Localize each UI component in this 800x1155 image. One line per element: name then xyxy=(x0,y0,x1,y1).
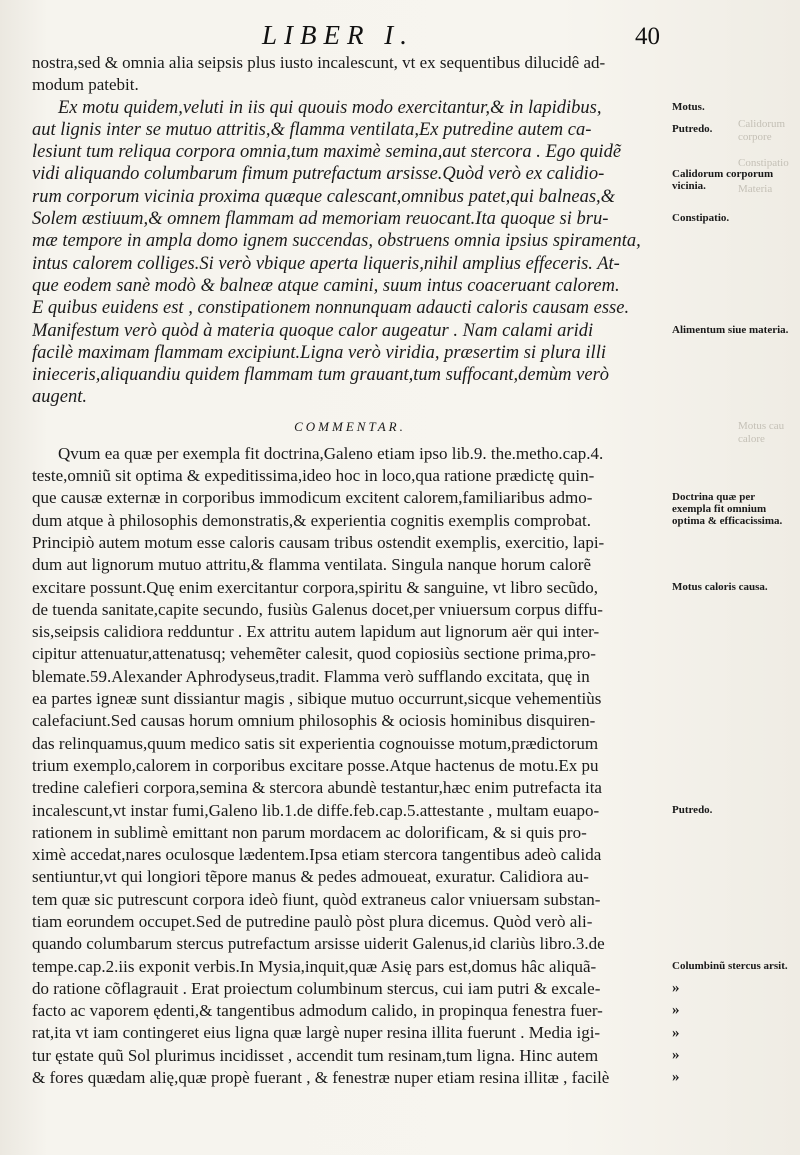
text-line: augent. xyxy=(32,387,87,408)
text-line: tem quæ sic putrescunt corpora ideò fiunt, quòd extraneus calor vniuersam substan- xyxy=(32,889,601,909)
margin-note: Motus. xyxy=(672,100,705,113)
text-line: das relinquamus,quum medico satis sit experientia cognouisse motum,prædictorum xyxy=(32,733,599,753)
text-line: teste,omniũ sit optima & expeditissima,ideo hoc in loco,qua ratione prædictę quin- xyxy=(32,466,595,486)
text-line: & fores quædam alię,quæ propè fuerant , & fenestræ nuper etiam resina illitæ , facilè xyxy=(32,1068,610,1088)
commentary-passage xyxy=(32,443,668,1090)
text-line: tredine calefieri corpora,semina & stercora abundè testantur,hæc enim putrefacta ita xyxy=(32,778,602,798)
text-line: calefaciunt.Sed causas horum omnium philosophis & ociosis hominibus disquiren- xyxy=(32,711,596,731)
text-line: Manifestum verò quòd à materia quoque calor augeatur . Nam calami aridi xyxy=(32,320,594,341)
text-line: cipitur attenuatur,attenatusq; vehemẽter calesit, quod copiosiùs sectione prima,pro- xyxy=(32,644,596,664)
text-line: incalescunt,vt instar fumi,Galeno lib.1.de diffe.feb.cap.5.attestante , multam euapo- xyxy=(32,800,600,820)
text-line: que eodem sanè modò & balneæ atque camini, suum intus coaceruant calorem. xyxy=(32,275,620,296)
text-line: sentiuntur,vt qui longiori tẽpore manus & pedes admoueat, exuratur. Calidiora au- xyxy=(32,867,589,887)
text-line: aut lignis inter se mutuo attritis,& flamma ventilata,Ex putredine autem ca- xyxy=(32,119,592,140)
bleed-through-text: Calidorum corpore Constipatio Materia xyxy=(738,118,789,195)
text-line: de tuenda sanitate,capite secundo, fusiùs Galenus docet,per vniuersum corpus diffu- xyxy=(32,599,603,619)
main-text-block xyxy=(32,52,668,1089)
text-line: trium exemplo,calorem in corporibus excitare posse.Atque hactenus de motu.Ex pu xyxy=(32,755,599,775)
text-line: excitare possunt.Quę enim exercitantur corpora,spiritu & sanguine, vt libro secũdo, xyxy=(32,577,599,597)
margin-note: Doctrina quæ per exempla fit omnium optima & efficacissima. xyxy=(672,491,783,528)
section-heading: COMMENTAR. xyxy=(294,418,406,434)
margin-note: Motus caloris causa. xyxy=(672,580,768,593)
text-line: inieceris,aliquandiu quidem flammam tum grauant,tum suffocant,demùm verò xyxy=(32,365,610,386)
running-head: LIBER I. xyxy=(262,20,414,50)
quotation-mark: » xyxy=(672,980,680,996)
text-line: tempe.cap.2.iis exponit verbis.In Mysia,inquit,quæ Asię pars est,domus hâc aliquã- xyxy=(32,956,597,976)
verse-passage xyxy=(32,52,668,409)
margin-note: Alimentum siue materia. xyxy=(672,323,789,336)
text-line: Qvum ea quæ per exempla fit doctrina,Galeno etiam ipso lib.9. the.metho.cap.4. xyxy=(58,443,604,463)
page-header xyxy=(0,20,800,52)
quotation-mark: » xyxy=(672,1046,680,1063)
text-line: modum patebit. xyxy=(32,75,139,95)
text-line: dum aut lignorum mutuo attritu,& flamma ventilata. Singula nanque horum calorẽ xyxy=(32,555,591,575)
page-number: 40 xyxy=(635,23,660,50)
margin-note: Putredo. xyxy=(672,803,713,816)
text-line: que causæ externæ in corporibus immodicum excitent calorem,familiaribus admo- xyxy=(32,488,593,508)
text-line: sis,seipsis calidiora redduntur . Ex attritu autem lapidum aut lignorum aër qui inter- xyxy=(32,622,600,642)
margin-note: Constipatio. xyxy=(672,212,730,225)
text-line: lesiunt tum reliqua corpora omnia,tum maximè semina,aut stercora . Ego quidẽ xyxy=(32,142,622,163)
text-line: tiam eorundem occupet.Sed de putredine paulò pòst plura dicemus. Quòd verò ali- xyxy=(32,911,593,931)
quotation-mark: » xyxy=(672,1024,680,1041)
quotation-mark: » xyxy=(672,1069,680,1086)
text-line: facto ac vaporem ędenti,& tangentibus admodum calido, in propinqua fenestra fuer- xyxy=(32,1001,603,1021)
quotation-mark: » xyxy=(672,1002,680,1019)
text-line: E quibus euidens est , constipationem nonnunquam adaucti caloris causam esse. xyxy=(32,298,630,319)
text-line: Principiò autem motum esse caloris causam tribus ostendit exemplis, exercitio, lapi- xyxy=(32,532,605,552)
text-line: ea partes igneæ sunt dissiantur magis , sibique mutuo occurrunt,sicque vehementiùs xyxy=(32,689,602,709)
text-line: facilè maximam flammam excipiunt.Ligna verò viridia, præsertim si plura illi xyxy=(32,342,606,363)
text-line: Ex motu quidem,veluti in iis qui quouis modo exercitantur,& in lapidibus, xyxy=(58,97,602,118)
text-line: dum atque à philosophis demonstratis,& experientia cognitis exemplis comprobat. xyxy=(32,510,591,530)
text-line: intus calorem colliges.Si verò vbique aperta liqueris,nihil amplius effeceris. At- xyxy=(32,253,620,274)
bleed-through-text: Motus cau calore xyxy=(738,420,785,445)
text-line: rat,ita vt iam contingeret eius ligna quæ largè nuper resina illita fuerunt . Media igi- xyxy=(32,1023,601,1043)
text-line: mæ tempore in ampla domo ignem succendas, obstruens omnia ipsius spiramenta, xyxy=(32,231,641,252)
margin-note: Calidorum corporum vicinia. xyxy=(672,167,774,192)
text-line: rationem in sublimè emittant non parum mordacem ac dolorificam, & si quis pro- xyxy=(32,822,587,842)
text-line: rum corporum vicinia proxima quæque calescant,omnibus patet,qui balneas,& xyxy=(32,186,616,207)
margin-note: Putredo. xyxy=(672,122,713,135)
text-line: do ratione cõflagrauit . Erat proiectum columbinum stercus, cui iam putri & excale- xyxy=(32,978,601,998)
text-line: quando columbarum stercus putrefactum arsisse uiderit Galenus,id clariùs libro.3.de xyxy=(32,934,605,954)
margin-note: Columbinũ stercus arsit. xyxy=(672,959,788,972)
text-line: vidi aliquando columbarum fimum putrefactum arsisse.Quòd verò ex calidio- xyxy=(32,164,605,185)
text-line: blemate.59.Alexander Aphrodyseus,tradit. Flamma verò sufflando excitata, quę in xyxy=(32,666,590,686)
text-line: tur ęstate quũ Sol plurimus incidisset , accendit tum resinam,tum ligna. Hinc autem xyxy=(32,1045,599,1065)
text-line: Solem æstiuum,& omnem flammam ad memoriam reuocant.Ita quoque si bru- xyxy=(32,209,609,230)
text-line: nostra,sed & omnia alia seipsis plus iusto incalescunt, vt ex sequentibus dilucidê ad- xyxy=(32,53,606,72)
text-line: ximè accedat,nares oculosque lædentem.Ipsa etiam stercora tangentibus adeò calida xyxy=(32,845,602,865)
